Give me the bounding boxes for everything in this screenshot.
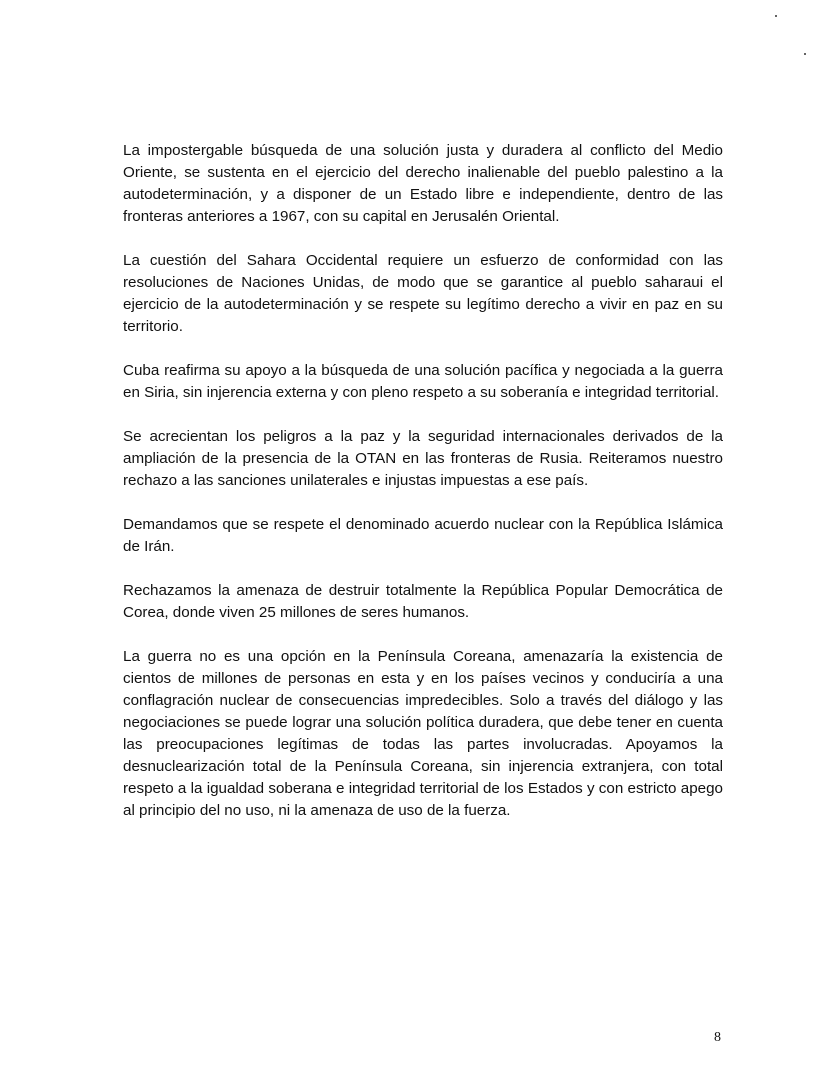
document-body — [123, 140, 723, 844]
scan-speck — [775, 15, 777, 17]
paragraph-iran: Demandamos que se respete el denominado acuerdo nuclear con la República Islámica de Irán. — [123, 516, 723, 555]
paragraph-nato-russia: Se acrecientan los peligros a la paz y la seguridad internacionales derivados de la ampliación de la presencia de la OTAN en las fronteras de Rusia. Reiteramos nuestro rechazo a las sanciones unilaterales e injustas impuestas a ese país. — [123, 428, 723, 489]
paragraph-western-sahara: La cuestión del Sahara Occidental requiere un esfuerzo de conformidad con las resoluciones de Naciones Unidas, de modo que se garantice al pueblo saharaui el ejercicio de la autodeterminación y se respete su legítimo derecho a vivir en paz en su territorio. — [123, 252, 723, 335]
page-number: 8 — [714, 1030, 721, 1045]
paragraph-middle-east: La impostergable búsqueda de una solución justa y duradera al conflicto del Medio Oriente, se sustenta en el ejercicio del derecho inalienable del pueblo palestino a la autodeterminación, y a disponer de un Estado libre e independiente, dentro de las fronteras anteriores a 1967, con su capital en Jerusalén Oriental. — [123, 142, 723, 225]
paragraph-syria: Cuba reafirma su apoyo a la búsqueda de una solución pacífica y negociada a la guerra en Siria, sin injerencia externa y con pleno respeto a su soberanía e integridad territorial. — [123, 362, 723, 401]
paragraph-dprk: Rechazamos la amenaza de destruir totalmente la República Popular Democrática de Corea, donde viven 25 millones de seres humanos. — [123, 582, 723, 621]
paragraph-korean-peninsula: La guerra no es una opción en la Península Coreana, amenazaría la existencia de cientos de millones de personas en esta y en los países vecinos y conduciría a una conflagración nuclear de consecuencias impredecibles. Solo a través del diálogo y las negociaciones se puede lograr una solución política duradera, que debe tener en cuenta las preocupaciones legítimas de todas las partes involucradas. Apoyamos la desnuclearización total de la Península Coreana, sin injerencia extranjera, con total respeto a la igualdad soberana e integridad territorial de los Estados y con estricto apego al principio del no uso, ni la amenaza de uso de la fuerza. — [123, 648, 723, 819]
scan-speck — [804, 53, 806, 55]
